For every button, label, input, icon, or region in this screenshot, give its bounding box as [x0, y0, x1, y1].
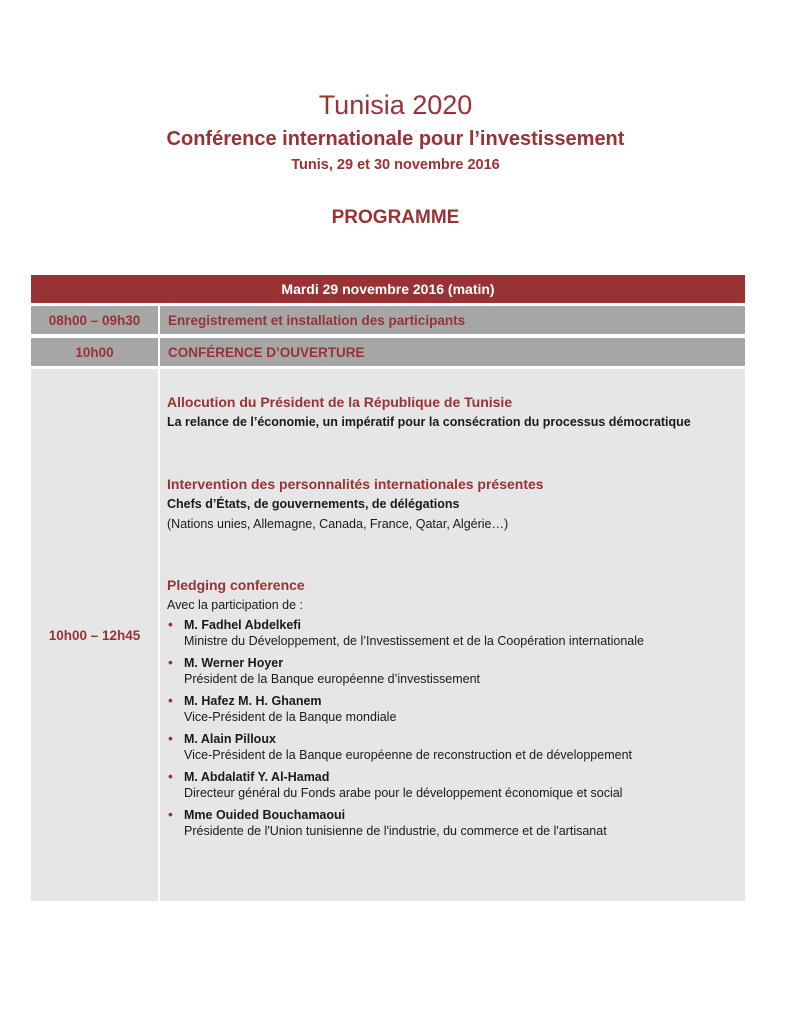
allocution-heading: Allocution du Président de la République de Tunisie	[167, 394, 513, 410]
participant-name: M. Alain Pilloux	[184, 732, 276, 746]
programme-heading: PROGRAMME	[331, 207, 460, 228]
participants-list	[167, 617, 739, 845]
page-subtitle: Conférence internationale pour l’investissement	[166, 128, 625, 150]
pledging-intro: Avec la participation de :	[167, 598, 303, 612]
participant-name: M. Hafez M. H. Ghanem	[184, 694, 322, 708]
list-item	[167, 693, 739, 726]
schedule-row-registration	[31, 306, 745, 334]
bullet-icon: •	[168, 730, 173, 746]
bullet-icon: •	[168, 768, 173, 784]
participant-role: Vice-Président de la Banque mondiale	[184, 710, 397, 724]
row-label: Enregistrement et installation des participants	[160, 306, 745, 334]
day-header: Mardi 29 novembre 2016 (matin)	[31, 275, 745, 303]
participant-name: M. Abdalatif Y. Al-Hamad	[184, 770, 330, 784]
session-content	[160, 369, 745, 901]
bullet-icon: •	[168, 654, 173, 670]
intervention-note: (Nations unies, Allemagne, Canada, France, Qatar, Algérie…)	[167, 517, 509, 531]
row-time: 08h00 – 09h30	[31, 306, 158, 334]
session-time: 10h00 – 12h45	[31, 369, 158, 901]
list-item	[167, 731, 739, 764]
schedule-row-session	[31, 369, 745, 901]
participant-name: M. Werner Hoyer	[184, 656, 284, 670]
list-item	[167, 807, 739, 840]
participant-role: Vice-Président de la Banque européenne de reconstruction et de développement	[184, 748, 632, 762]
participant-name: M. Fadhel Abdelkefi	[184, 618, 301, 632]
row-label: CONFÉRENCE D’OUVERTURE	[160, 338, 745, 366]
bullet-icon: •	[168, 616, 173, 632]
allocution-subheading: La relance de l’économie, un impératif pour la consécration du processus démocratique	[167, 415, 691, 429]
participant-role: Présidente de l'Union tunisienne de l'industrie, du commerce et de l'artisanat	[184, 824, 607, 838]
row-time: 10h00	[31, 338, 158, 366]
intervention-heading: Intervention des personnalités internationales présentes	[167, 476, 544, 492]
schedule-row-opening	[31, 338, 745, 366]
page-title: Tunisia 2020	[318, 90, 473, 120]
pledging-heading: Pledging conference	[167, 577, 305, 593]
participant-role: Président de la Banque européenne d’investissement	[184, 672, 481, 686]
event-dates: Tunis, 29 et 30 novembre 2016	[291, 157, 500, 173]
list-item	[167, 655, 739, 688]
bullet-icon: •	[168, 806, 173, 822]
participant-role: Directeur général du Fonds arabe pour le développement économique et social	[184, 786, 623, 800]
participant-name: Mme Ouided Bouchamaoui	[184, 808, 346, 822]
list-item	[167, 617, 739, 650]
bullet-icon: •	[168, 692, 173, 708]
intervention-subheading: Chefs d’États, de gouvernements, de délégations	[167, 497, 460, 511]
participant-role: Ministre du Développement, de l’Investissement et de la Coopération internationale	[184, 634, 644, 648]
list-item	[167, 769, 739, 802]
